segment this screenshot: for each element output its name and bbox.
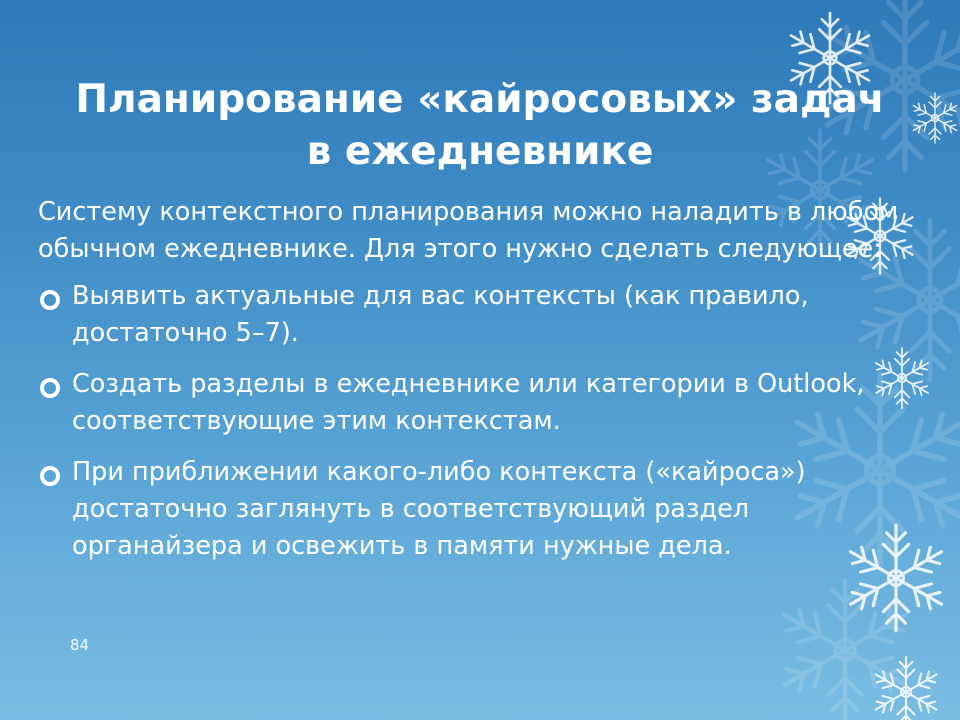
bullet-item-2 [38,366,923,440]
ring-bullet-icon [40,466,60,486]
bullet-text-2: Создать разделы в ежедневнике или категории в Outlook, соответствующие этим контекстам. [72,369,865,436]
snowflake-icon [871,657,940,720]
ring-bullet-icon [40,378,60,398]
bullet-text-1: Выявить актуальные для вас контексты (как правило, достаточно 5–7). [72,281,809,348]
page-number: 84 [70,636,90,654]
intro-paragraph: Систему контекстного планирования можно наладить в любом обычном ежедневнике. Для этого нужно сделать следующее: [38,197,899,264]
slide-title-line-2: в ежедневнике [306,129,654,174]
slide-body [38,194,923,579]
slide-title-line-1: Планирование «кайросовых» задач [75,77,885,122]
bullet-text-3: При приближении какого-либо контекста («кайроса») достаточно заглянуть в соответствующий раздел органайзера и освежить в памяти нужные дела. [72,457,806,561]
bullet-item-3 [38,454,923,565]
ring-bullet-icon [40,290,60,310]
bullet-item-1 [38,278,923,352]
slide-title [20,74,940,178]
